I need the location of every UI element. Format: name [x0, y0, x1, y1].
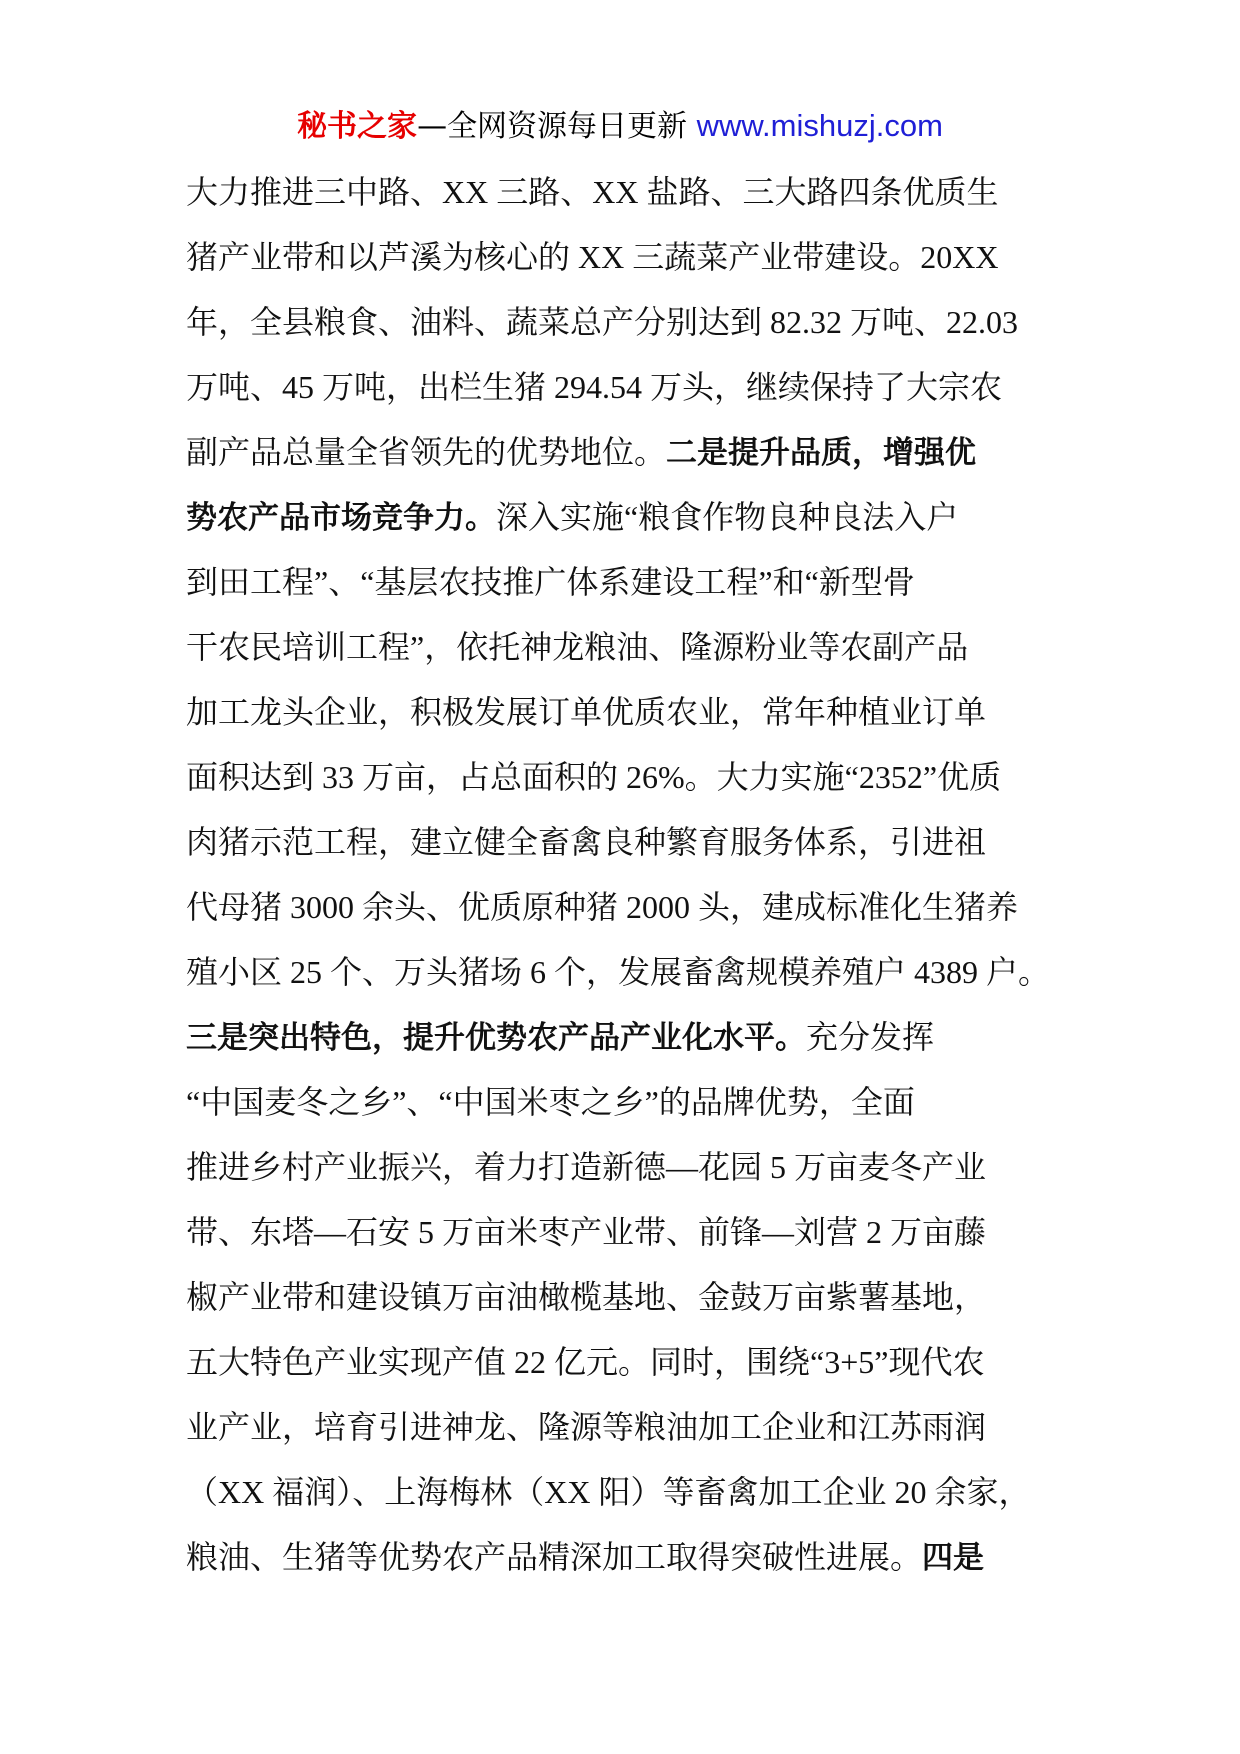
text-segment: 到田工程”、“基层农技推广体系建设工程”和“新型骨: [186, 564, 915, 600]
text-segment: 带、东塔—石安 5 万亩米枣产业带、前锋—刘营 2 万亩藤: [186, 1214, 987, 1250]
text-line: [186, 420, 1066, 485]
text-segment: 猪产业带和以芦溪为核心的 XX 三蔬菜产业带建设。20XX: [186, 239, 999, 275]
text-segment: 五大特色产业实现产值 22 亿元。同时，围绕“3+5”现代农: [186, 1344, 985, 1380]
text-segment: 年，全县粮食、油料、蔬菜总产分别达到 82.32 万吨、22.03: [186, 304, 1019, 340]
text-line: [186, 355, 1066, 420]
text-line: [186, 1330, 1066, 1395]
text-line: [186, 1265, 1066, 1330]
text-segment: 肉猪示范工程，建立健全畜禽良种繁育服务体系，引进祖: [186, 824, 987, 860]
text-segment: 副产品总量全省领先的优势地位。: [186, 434, 667, 470]
text-segment: 椒产业带和建设镇万亩油橄榄基地、金鼓万亩紫薯基地，: [186, 1279, 987, 1315]
document-body: [186, 160, 1066, 1590]
site-header: [0, 96, 1240, 157]
text-line: [186, 225, 1066, 290]
text-segment: “中国麦冬之乡”、“中国米枣之乡”的品牌优势，全面: [186, 1084, 915, 1120]
text-segment: 推进乡村产业振兴，着力打造新德—花园 5 万亩麦冬产业: [186, 1149, 987, 1185]
brand-name: 秘书之家: [297, 109, 418, 144]
text-line: [186, 940, 1066, 1005]
site-url-link[interactable]: www.mishuzj.com: [696, 108, 943, 143]
text-segment: 深入实施“粮食作物良种良法入户: [496, 499, 959, 535]
bold-heading-segment: 势农产品市场竞争力。: [186, 500, 496, 536]
text-line: [186, 550, 1066, 615]
text-line: [186, 745, 1066, 810]
bold-heading-segment: 四是: [922, 1540, 985, 1576]
text-segment: 殖小区 25 个、万头猪场 6 个，发展畜禽规模养殖户 4389 户。: [186, 954, 1051, 990]
text-line: [186, 1525, 1066, 1590]
text-line: [186, 1005, 1066, 1070]
text-segment: 干农民培训工程”，依托神龙粮油、隆源粉业等农副产品: [186, 629, 969, 665]
text-line: [186, 1460, 1066, 1525]
text-segment: 代母猪 3000 余头、优质原种猪 2000 头，建成标准化生猪养: [186, 889, 1019, 925]
text-line: [186, 875, 1066, 940]
text-line: [186, 1395, 1066, 1460]
text-line: [186, 1200, 1066, 1265]
text-segment: 业产业，培育引进神龙、隆源等粮油加工企业和江苏雨润: [186, 1409, 987, 1445]
header-tagline: —全网资源每日更新: [417, 109, 697, 144]
text-line: [186, 680, 1066, 745]
text-segment: 加工龙头企业，积极发展订单优质农业，常年种植业订单: [186, 694, 987, 730]
text-segment: 面积达到 33 万亩，占总面积的 26%。大力实施“2352”优质: [186, 759, 1002, 795]
text-line: [186, 160, 1066, 225]
bold-heading-segment: 二是提升品质，增强优: [666, 435, 977, 471]
text-segment: 充分发挥: [806, 1019, 935, 1055]
text-line: [186, 290, 1066, 355]
text-segment: 大力推进三中路、XX 三路、XX 盐路、三大路四条优质生: [186, 174, 999, 210]
text-segment: 万吨、45 万吨，出栏生猪 294.54 万头，继续保持了大宗农: [186, 369, 1003, 405]
text-line: [186, 810, 1066, 875]
text-segment: 粮油、生猪等优势农产品精深加工取得突破性进展。: [186, 1539, 923, 1575]
text-line: [186, 485, 1066, 550]
text-line: [186, 1135, 1066, 1200]
text-segment: （XX 福润）、上海梅林（XX 阳）等畜禽加工企业 20 余家，: [186, 1474, 1031, 1510]
bold-heading-segment: 三是突出特色，提升优势农产品产业化水平。: [186, 1020, 806, 1056]
text-line: [186, 615, 1066, 680]
text-line: [186, 1070, 1066, 1135]
